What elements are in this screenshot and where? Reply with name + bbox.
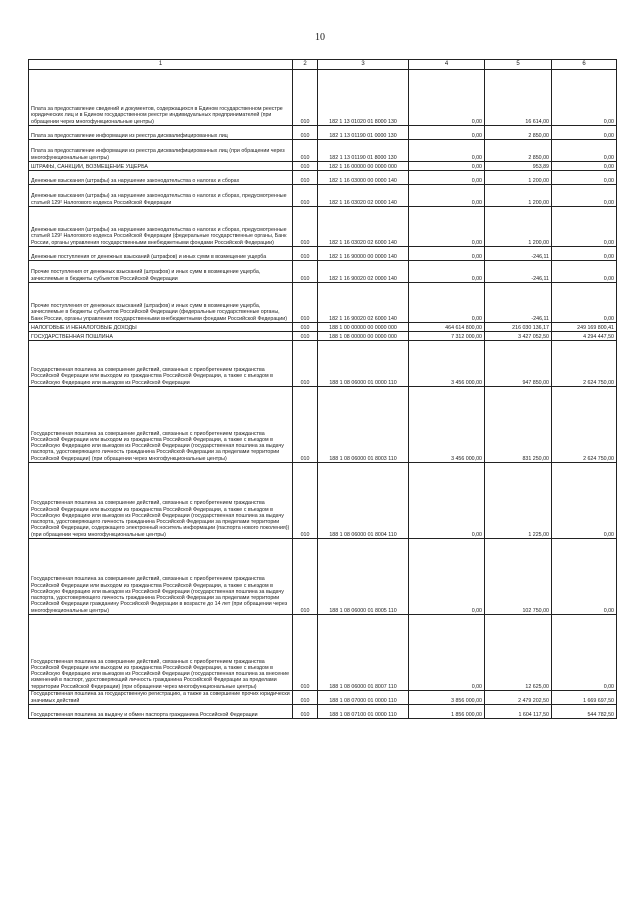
row-name-cell: Государственная пошлина за совершение действий, связанных с приобретением гражданства Российской Федерации или выходом из гражданства Российской Федерации, а также с въездом в Российскую Федерацию или выездом из Российской Федерации xyxy=(29,341,293,387)
approved-amount-cell: 0,00 xyxy=(409,185,485,207)
executed-amount-cell: 1 200,00 xyxy=(485,207,552,247)
approved-amount-cell: 0,00 xyxy=(409,126,485,140)
unexecuted-amount-cell: 0,00 xyxy=(552,162,617,171)
executed-amount-cell: 102 750,00 xyxy=(485,539,552,615)
row-code-cell: 010 xyxy=(293,247,318,261)
unexecuted-amount-cell: 0,00 xyxy=(552,171,617,185)
unexecuted-amount-cell: 1 669 697,50 xyxy=(552,691,617,705)
row-code-cell: 010 xyxy=(293,126,318,140)
approved-amount-cell: 0,00 xyxy=(409,261,485,283)
approved-amount-cell: 0,00 xyxy=(409,70,485,126)
budget-code-cell: 182 1 13 01020 01 8000 130 xyxy=(318,70,409,126)
column-header: 4 xyxy=(409,60,485,70)
row-code-cell: 010 xyxy=(293,261,318,283)
column-header: 6 xyxy=(552,60,617,70)
budget-code-cell: 188 1 08 00000 00 0000 000 xyxy=(318,332,409,341)
approved-amount-cell: 0,00 xyxy=(409,539,485,615)
executed-amount-cell: -246,11 xyxy=(485,261,552,283)
unexecuted-amount-cell: 0,00 xyxy=(552,539,617,615)
budget-code-cell: 188 1 08 06000 01 8003 110 xyxy=(318,387,409,463)
unexecuted-amount-cell: 0,00 xyxy=(552,247,617,261)
row-name-cell: Прочие поступления от денежных взысканий (штрафов) и иных сумм в возмещение ущерба, зачисляемые в бюджеты субъектов Российской Федерации (федеральные государственные органы, Банк России, органы управления государственными внебюджетными фондами Российской Федерации) xyxy=(29,283,293,323)
column-header: 2 xyxy=(293,60,318,70)
row-code-cell: 010 xyxy=(293,171,318,185)
approved-amount-cell: 0,00 xyxy=(409,247,485,261)
table-header-row xyxy=(29,60,617,70)
approved-amount-cell: 0,00 xyxy=(409,283,485,323)
approved-amount-cell: 0,00 xyxy=(409,140,485,162)
row-name-cell: Денежные поступления от денежных взысканий (штрафов) и иных сумм в возмещение ущерба xyxy=(29,247,293,261)
executed-amount-cell: 12 625,00 xyxy=(485,615,552,691)
table-row xyxy=(29,126,617,140)
row-code-cell: 010 xyxy=(293,387,318,463)
budget-code-cell: 182 1 16 03020 02 6000 140 xyxy=(318,207,409,247)
row-name-cell: НАЛОГОВЫЕ И НЕНАЛОГОВЫЕ ДОХОДЫ xyxy=(29,323,293,332)
table-row xyxy=(29,70,617,126)
table-row xyxy=(29,171,617,185)
unexecuted-amount-cell: 0,00 xyxy=(552,70,617,126)
revenue-table xyxy=(28,59,617,719)
unexecuted-amount-cell: 0,00 xyxy=(552,140,617,162)
budget-code-cell: 188 1 08 06000 01 8004 110 xyxy=(318,463,409,539)
table-row xyxy=(29,387,617,463)
row-code-cell: 010 xyxy=(293,140,318,162)
approved-amount-cell: 464 614 800,00 xyxy=(409,323,485,332)
executed-amount-cell: 3 427 052,50 xyxy=(485,332,552,341)
unexecuted-amount-cell: 544 782,50 xyxy=(552,705,617,719)
unexecuted-amount-cell: 2 624 750,00 xyxy=(552,387,617,463)
budget-code-cell: 182 1 16 03000 00 0000 140 xyxy=(318,171,409,185)
budget-code-cell: 182 1 16 90020 02 6000 140 xyxy=(318,283,409,323)
row-name-cell: Денежные взыскания (штрафы) за нарушение законодательства о налогах и сборах, предусмотренные статьей 129² Налогового кодекса Российской Федерации xyxy=(29,185,293,207)
row-name-cell: Государственная пошлина за государственную регистрацию, а также за совершение прочих юридически значимых действий xyxy=(29,691,293,705)
budget-code-cell: 188 1 08 07100 01 0000 110 xyxy=(318,705,409,719)
page-number: 10 xyxy=(315,32,325,43)
approved-amount-cell: 3 856 000,00 xyxy=(409,691,485,705)
column-header: 1 xyxy=(29,60,293,70)
unexecuted-amount-cell: 0,00 xyxy=(552,126,617,140)
column-header: 5 xyxy=(485,60,552,70)
table-row xyxy=(29,341,617,387)
row-name-cell: Государственная пошлина за совершение действий, связанных с приобретением гражданства Российской Федерации или выходом из гражданства Российской Федерации, а также с въездом в Российскую Федерацию или выездом из Российской Федерации (государственная пошлина за выдачу паспорта, удостоверяющего личность гражданина Российской Федерации за пределами территории Российской Федерации) (при обращении через многофункциональные центры) xyxy=(29,387,293,463)
row-name-cell: Денежные взыскания (штрафы) за нарушение законодательства о налогах и сборах xyxy=(29,171,293,185)
unexecuted-amount-cell: 249 169 800,41 xyxy=(552,323,617,332)
row-code-cell: 010 xyxy=(293,691,318,705)
table-row xyxy=(29,332,617,341)
row-code-cell: 010 xyxy=(293,207,318,247)
budget-code-cell: 188 1 08 06000 01 8005 110 xyxy=(318,539,409,615)
executed-amount-cell: 1 604 117,50 xyxy=(485,705,552,719)
row-name-cell: Денежные взыскания (штрафы) за нарушение законодательства о налогах и сборах, предусмотренные статьей 129² Налогового кодекса Российской Федерации (федеральные государственные органы, Банк России, органы управления государственными внебюджетными фондами Российской Федерации) xyxy=(29,207,293,247)
table-row xyxy=(29,539,617,615)
budget-code-cell: 188 1 08 06000 01 0000 110 xyxy=(318,341,409,387)
row-name-cell: ШТРАФЫ, САНКЦИИ, ВОЗМЕЩЕНИЕ УЩЕРБА xyxy=(29,162,293,171)
budget-code-cell: 188 1 08 06000 01 8007 110 xyxy=(318,615,409,691)
budget-code-cell: 182 1 13 01190 01 0000 130 xyxy=(318,126,409,140)
executed-amount-cell: 831 250,00 xyxy=(485,387,552,463)
row-name-cell: Государственная пошлина за выдачу и обмен паспорта гражданина Российской Федерации xyxy=(29,705,293,719)
row-code-cell: 010 xyxy=(293,341,318,387)
row-code-cell: 010 xyxy=(293,283,318,323)
unexecuted-amount-cell: 0,00 xyxy=(552,615,617,691)
unexecuted-amount-cell: 4 294 447,50 xyxy=(552,332,617,341)
budget-code-cell: 182 1 13 01190 01 8000 130 xyxy=(318,140,409,162)
row-name-cell: Плата за предоставление сведений и документов, содержащихся в Едином государственном реестре юридических лиц и в Едином государственном реестре индивидуальных предпринимателей (при обращении через многофункциональные центры) xyxy=(29,70,293,126)
budget-code-cell: 182 1 16 00000 00 0000 000 xyxy=(318,162,409,171)
approved-amount-cell: 0,00 xyxy=(409,162,485,171)
table-row xyxy=(29,463,617,539)
executed-amount-cell: -246,11 xyxy=(485,247,552,261)
approved-amount-cell: 3 456 000,00 xyxy=(409,341,485,387)
executed-amount-cell: -246,11 xyxy=(485,283,552,323)
table-row xyxy=(29,162,617,171)
row-name-cell: ГОСУДАРСТВЕННАЯ ПОШЛИНА xyxy=(29,332,293,341)
unexecuted-amount-cell: 0,00 xyxy=(552,283,617,323)
row-name-cell: Плата за предоставление информации из реестра дисквалифицированных лиц (при обращении через многофункциональные центры) xyxy=(29,140,293,162)
table-row xyxy=(29,323,617,332)
column-header: 3 xyxy=(318,60,409,70)
approved-amount-cell: 0,00 xyxy=(409,615,485,691)
executed-amount-cell: 953,89 xyxy=(485,162,552,171)
row-code-cell: 010 xyxy=(293,162,318,171)
row-code-cell: 010 xyxy=(293,463,318,539)
executed-amount-cell: 2 850,00 xyxy=(485,126,552,140)
executed-amount-cell: 1 225,00 xyxy=(485,463,552,539)
executed-amount-cell: 216 030 136,17 xyxy=(485,323,552,332)
row-code-cell: 010 xyxy=(293,705,318,719)
table-row xyxy=(29,283,617,323)
row-code-cell: 010 xyxy=(293,332,318,341)
row-code-cell: 010 xyxy=(293,539,318,615)
table-body xyxy=(29,70,617,719)
approved-amount-cell: 3 456 000,00 xyxy=(409,387,485,463)
approved-amount-cell: 7 312 000,00 xyxy=(409,332,485,341)
budget-code-cell: 188 1 00 00000 00 0000 000 xyxy=(318,323,409,332)
table-row xyxy=(29,691,617,705)
budget-code-cell: 188 1 08 07000 01 0000 110 xyxy=(318,691,409,705)
unexecuted-amount-cell: 0,00 xyxy=(552,463,617,539)
row-name-cell: Государственная пошлина за совершение действий, связанных с приобретением гражданства Российской Федерации или выходом из гражданства Российской Федерации, а также с въездом в Российскую Федерацию или выездом из Российской Федерации (государственная пошлина за внесение изменений в паспорт, удостоверяющий личность гражданина Российской Федерации за пределами территории Российской Федерации) (при обращении через многофункциональные центры) xyxy=(29,615,293,691)
budget-code-cell: 182 1 16 90000 00 0000 140 xyxy=(318,247,409,261)
row-code-cell: 010 xyxy=(293,615,318,691)
approved-amount-cell: 0,00 xyxy=(409,171,485,185)
table-row xyxy=(29,615,617,691)
row-code-cell: 010 xyxy=(293,323,318,332)
executed-amount-cell: 1 200,00 xyxy=(485,185,552,207)
row-name-cell: Государственная пошлина за совершение действий, связанных с приобретением гражданства Российской Федерации или выходом из гражданства Российской Федерации, а также с въездом в Российскую Федерацию или выездом из Российской Федерации (государственная пошлина за выдачу паспорта, удостоверяющего личность гражданина Российской Федерации за пределами территории Российской Федерации гражданину Российской Федерации в возрасте до 14 лет (при обращении через многофункциональные центры) xyxy=(29,539,293,615)
row-name-cell: Государственная пошлина за совершение действий, связанных с приобретением гражданства Российской Федерации или выходом из гражданства Российской Федерации, а также с въездом в Российскую Федерацию или выездом из Российской Федерации (государственная пошлина за выдачу паспорта, удостоверяющего личность гражданина Российской Федерации за пределами территории Российской Федерации, содержащего электронный носитель информации (паспорта нового поколения)) (при обращении через многофункциональные центры) xyxy=(29,463,293,539)
executed-amount-cell: 2 850,00 xyxy=(485,140,552,162)
unexecuted-amount-cell: 0,00 xyxy=(552,261,617,283)
budget-code-cell: 182 1 16 90020 02 0000 140 xyxy=(318,261,409,283)
executed-amount-cell: 2 479 202,50 xyxy=(485,691,552,705)
table-row xyxy=(29,705,617,719)
row-name-cell: Плата за предоставление информации из реестра дисквалифицированных лиц xyxy=(29,126,293,140)
row-code-cell: 010 xyxy=(293,70,318,126)
table-row xyxy=(29,261,617,283)
unexecuted-amount-cell: 0,00 xyxy=(552,207,617,247)
approved-amount-cell: 0,00 xyxy=(409,207,485,247)
table-row xyxy=(29,247,617,261)
row-name-cell: Прочие поступления от денежных взысканий (штрафов) и иных сумм в возмещение ущерба, зачисляемые в бюджеты субъектов Российской Федерации xyxy=(29,261,293,283)
table-row xyxy=(29,207,617,247)
executed-amount-cell: 1 200,00 xyxy=(485,171,552,185)
unexecuted-amount-cell: 2 624 750,00 xyxy=(552,341,617,387)
table-row xyxy=(29,185,617,207)
unexecuted-amount-cell: 0,00 xyxy=(552,185,617,207)
executed-amount-cell: 947 850,00 xyxy=(485,341,552,387)
table-row xyxy=(29,140,617,162)
budget-code-cell: 182 1 16 03020 02 0000 140 xyxy=(318,185,409,207)
approved-amount-cell: 1 856 000,00 xyxy=(409,705,485,719)
approved-amount-cell: 0,00 xyxy=(409,463,485,539)
executed-amount-cell: 16 614,00 xyxy=(485,70,552,126)
row-code-cell: 010 xyxy=(293,185,318,207)
